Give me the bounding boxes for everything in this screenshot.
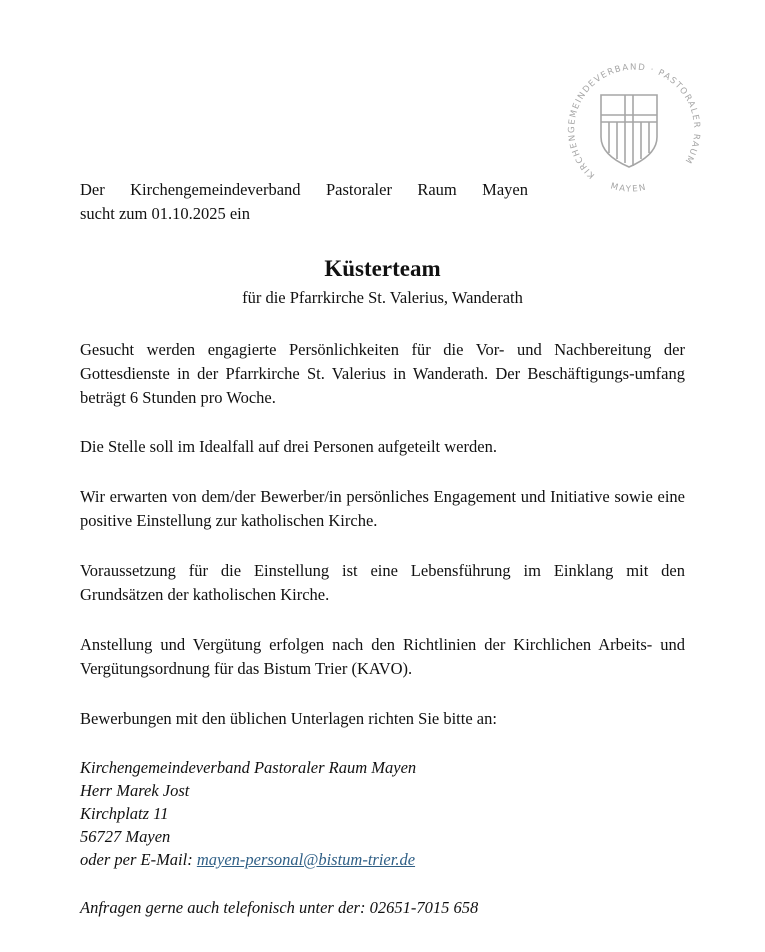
paragraph-expectations: Wir erwarten von dem/der Bewerber/in persönliches Engagement und Initiative sowie eine positive Einstellung zur katholischen Kirche. xyxy=(80,487,685,530)
contact-email-link[interactable]: mayen-personal@bistum-trier.de xyxy=(196,850,416,869)
kgv-seal-logo xyxy=(553,55,703,205)
intro-text xyxy=(80,178,528,226)
intro-line-1: Der Kirchengemeindeverband Pastoraler Raum Mayen xyxy=(80,180,528,199)
paragraph-application: Bewerbungen mit den üblichen Unterlagen richten Sie bitte an: xyxy=(80,709,497,728)
seal-graphic xyxy=(553,55,703,205)
contact-organization: Kirchengemeindeverband Pastoraler Raum Mayen xyxy=(80,758,417,777)
shield-cross-icon xyxy=(601,95,657,167)
intro-line-2: sucht zum 01.10.2025 ein xyxy=(80,204,251,223)
seal-bottom-text: MAYEN xyxy=(609,181,649,195)
svg-text:MAYEN xyxy=(609,182,648,195)
paragraph-requirements: Voraussetzung für die Einstellung ist eine Lebensführung im Einklang mit den Grundsätzen der katholischen Kirche. xyxy=(80,561,685,604)
paragraph-split: Die Stelle soll im Idealfall auf drei Personen aufgeteilt werden. xyxy=(80,437,497,456)
phone-line: Anfragen gerne auch telefonisch unter der: 02651-7015 658 xyxy=(80,898,479,917)
contact-email-prefix: oder per E-Mail: xyxy=(80,850,193,869)
contact-person: Herr Marek Jost xyxy=(80,781,190,800)
contact-block xyxy=(80,756,685,871)
contact-email-line xyxy=(80,848,685,871)
job-subtitle: für die Pfarrkirche St. Valerius, Wanderath xyxy=(242,288,523,307)
contact-city: 56727 Mayen xyxy=(80,827,171,846)
paragraph-compensation: Anstellung und Vergütung erfolgen nach den Richtlinien der Kirchlichen Arbeits- und Vergütungsordnung für das Bistum Trier (KAVO). xyxy=(80,635,685,678)
seal-ring-text: KIRCHENGEMEINDEVERBAND · PASTORALER RAUM xyxy=(567,62,702,181)
contact-street: Kirchplatz 11 xyxy=(80,804,169,823)
job-title: Küsterteam xyxy=(324,256,441,281)
paragraph-description: Gesucht werden engagierte Persönlichkeiten für die Vor- und Nachbereitung der Gottesdienste in der Pfarrkirche St. Valerius in Wanderath. Der Beschäftigungs-umfang beträgt 6 Stunden pro Woche. xyxy=(80,340,685,407)
